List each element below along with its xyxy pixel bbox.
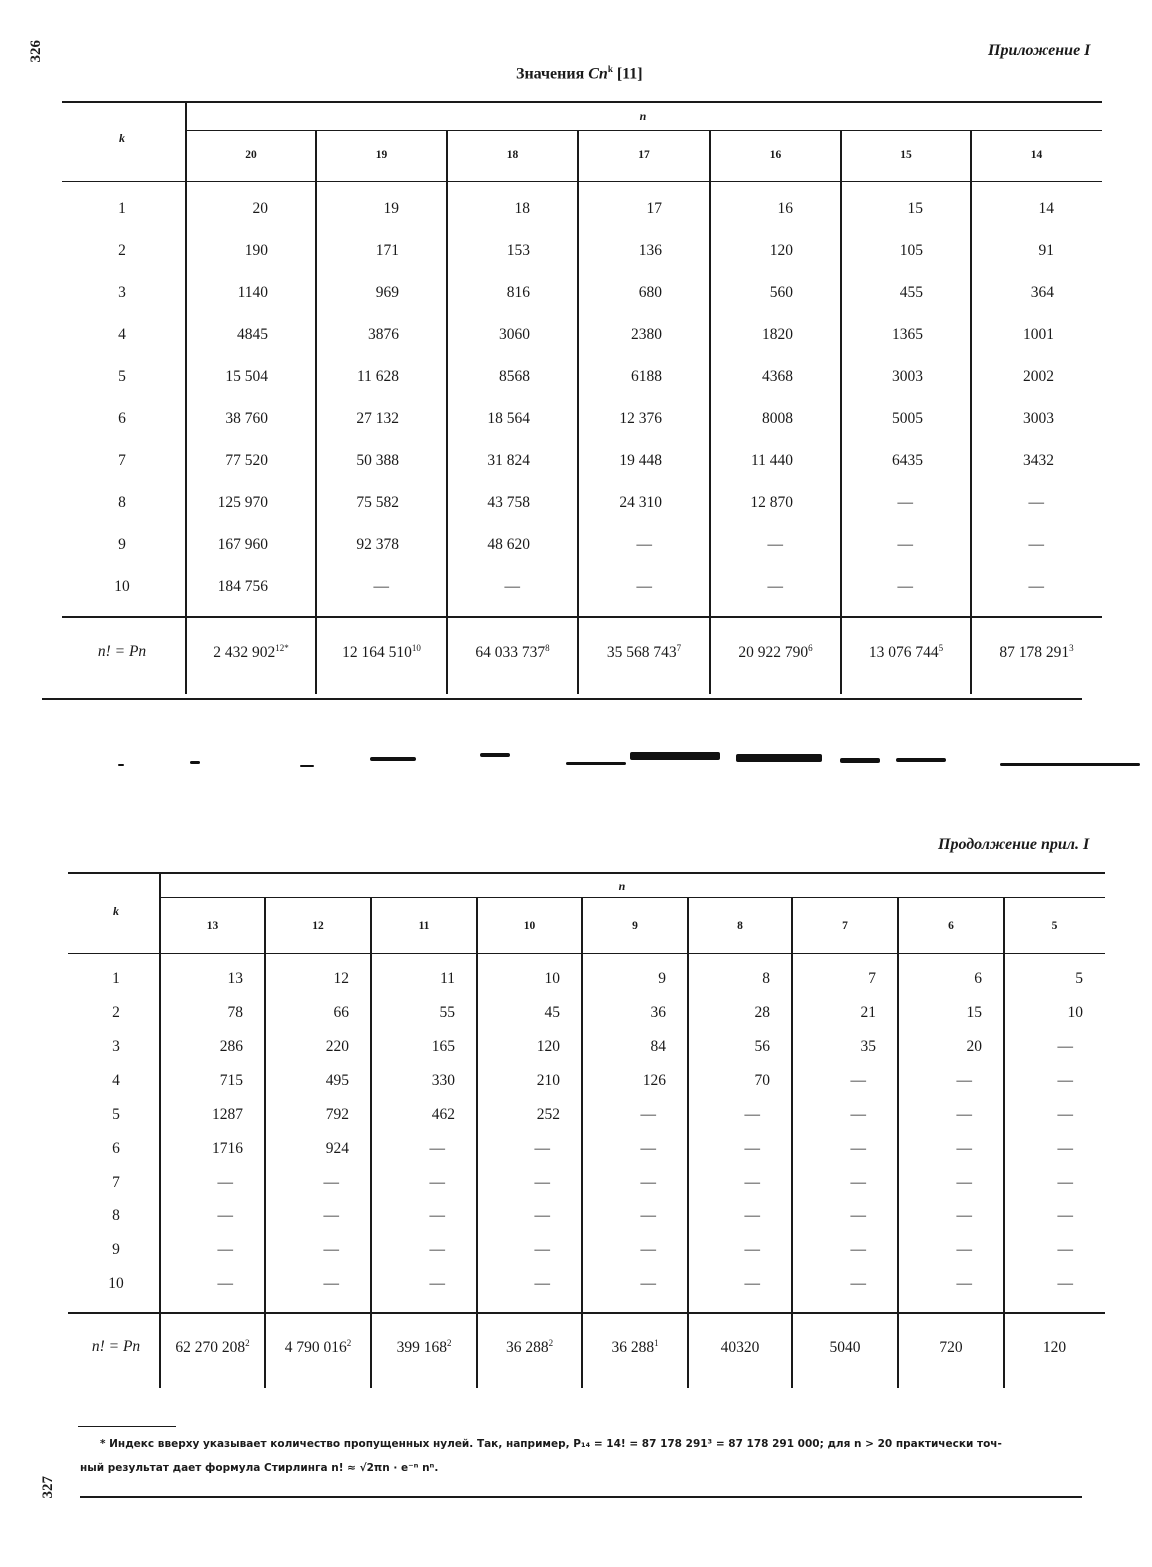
table1-cell: 2380: [631, 326, 662, 343]
table1-k-value: 4: [118, 326, 126, 343]
table2-k-value: 2: [112, 1004, 120, 1021]
table1-factorial-value: [447, 643, 578, 662]
table2-cell: —: [744, 1241, 760, 1258]
table2-cell: —: [1057, 1275, 1073, 1292]
table1-cell: 560: [769, 284, 793, 301]
table2-cell: —: [850, 1106, 866, 1123]
table1-cell: 91: [1038, 242, 1054, 259]
table2-cell: —: [850, 1072, 866, 1089]
table1-cell: 48 620: [487, 536, 530, 553]
table1-cell: 19 448: [619, 452, 662, 469]
table2-cell: 20: [966, 1038, 982, 1055]
table2-cell: 35: [860, 1038, 876, 1055]
table1-title-ref: [11]: [616, 65, 643, 83]
table2-cell: 792: [325, 1106, 349, 1123]
table1-column-header: 17: [638, 149, 650, 161]
table2-cell: 126: [642, 1072, 666, 1089]
table1-cell: 8568: [499, 368, 530, 385]
table1-cell: 105: [899, 242, 923, 259]
table2-k-value: 10: [108, 1275, 124, 1292]
table2-cell: —: [1057, 1072, 1073, 1089]
table2-cell: 10: [1067, 1004, 1083, 1021]
table2-cell: —: [744, 1140, 760, 1157]
table2-factorial-value: [265, 1338, 371, 1357]
table2-k-value: 4: [112, 1072, 120, 1089]
table1-k-value: 8: [118, 494, 126, 511]
table1-cell: 1365: [892, 326, 923, 343]
table2-factorial-base: 120: [1042, 1339, 1067, 1357]
table2-cell: —: [429, 1174, 445, 1191]
table2-cell: —: [217, 1241, 233, 1258]
table2-cell: —: [744, 1207, 760, 1224]
table1-k-label: k: [119, 131, 125, 145]
table1-cell: 3003: [892, 368, 923, 385]
table2-cell: —: [640, 1106, 656, 1123]
table2-cell: —: [534, 1174, 550, 1191]
table2-cell: —: [429, 1241, 445, 1258]
table1-factorial-base: 13 076 744: [868, 644, 939, 662]
table1-cell: 6435: [892, 452, 923, 469]
table1-factorial-base: 64 033 737: [475, 644, 546, 662]
table2-cell: —: [323, 1241, 339, 1258]
table2-column-header: 11: [418, 920, 430, 932]
table1-column-header: 14: [1030, 149, 1043, 161]
table2-factorial-value: [477, 1338, 582, 1357]
table1-column-header: 16: [769, 149, 782, 161]
table2-factorial-value: [1004, 1338, 1105, 1357]
table2-cell: 66: [333, 1004, 349, 1021]
table1-cell: 969: [375, 284, 399, 301]
table1-rule: [186, 130, 1102, 131]
table1-cell: 77 520: [225, 452, 268, 469]
table1-cell: —: [636, 578, 652, 595]
table1-cell: 167 960: [217, 536, 268, 553]
table1-cell: 1140: [237, 284, 268, 301]
footnote-line-2: ный результат дает формула Стирлинга n! ≈ √2πn · e⁻ⁿ nⁿ.: [80, 1462, 439, 1474]
table1-cell: 3876: [368, 326, 399, 343]
table1-factorial-value: [710, 643, 841, 662]
table1-cell: —: [767, 578, 783, 595]
table2-cell: 330: [431, 1072, 455, 1089]
table2-column-header: 7: [842, 920, 848, 932]
table1-factorial-base: 2 432 902: [213, 644, 276, 662]
table1-cell: 43 758: [487, 494, 530, 511]
table2-cell: —: [956, 1241, 972, 1258]
table2-factorial-value: [582, 1338, 688, 1357]
table1-k-value: 5: [118, 368, 126, 385]
table2-cell: —: [956, 1174, 972, 1191]
table1-cell: 27 132: [356, 410, 399, 427]
table2-cell: —: [323, 1207, 339, 1224]
table2-cell: 220: [325, 1038, 349, 1055]
table2-cell: —: [534, 1241, 550, 1258]
table1-factorial-exponent: 3: [1069, 643, 1074, 653]
table2-cell: 165: [431, 1038, 455, 1055]
table1-cell: 680: [638, 284, 662, 301]
table1-cell: 31 824: [487, 452, 530, 469]
table1-cell: 455: [899, 284, 923, 301]
table2-cell: 1287: [212, 1106, 243, 1123]
table1-k-value: 7: [118, 452, 126, 469]
table1-cell: 6188: [631, 368, 662, 385]
table2-column-header: 13: [206, 920, 219, 932]
table1-cell: —: [636, 536, 652, 553]
table2-factorial-exponent: 2: [548, 1338, 554, 1348]
table1-cell: 75 582: [356, 494, 399, 511]
table2-k-label: k: [113, 904, 119, 918]
table1-cell: —: [504, 578, 520, 595]
table2-cell: —: [956, 1207, 972, 1224]
table2-cell: —: [744, 1275, 760, 1292]
table2-factorial-base: 399 168: [396, 1339, 447, 1357]
table2-cell: —: [640, 1275, 656, 1292]
table1-k-value: 2: [118, 242, 126, 259]
table2-cell: 7: [868, 970, 876, 987]
table2-cell: 252: [536, 1106, 560, 1123]
table2-rule: [68, 1312, 1105, 1314]
table2-factorial-exponent: 2: [245, 1338, 250, 1348]
table2-cell: 70: [754, 1072, 770, 1089]
table1-factorial-exponent: 5: [938, 643, 944, 653]
table1-cell: 1001: [1023, 326, 1054, 343]
table2-column-divider: [159, 872, 161, 1388]
table2-cell: 56: [754, 1038, 770, 1055]
table2-cell: —: [1057, 1038, 1073, 1055]
table1-cell: —: [1028, 578, 1044, 595]
table2-k-value: 9: [112, 1241, 120, 1258]
table2-column-header: 8: [737, 920, 743, 932]
table2-cell: 462: [431, 1106, 455, 1123]
table2-factorial-exponent: 2: [346, 1338, 352, 1348]
table1-cell: 125 970: [217, 494, 268, 511]
table1-cell: 153: [506, 242, 530, 259]
table2-cell: 8: [762, 970, 770, 987]
table2-factorial-value: [160, 1338, 265, 1357]
table2-cell: 210: [536, 1072, 560, 1089]
table2-column-header: 5: [1051, 920, 1058, 932]
table2-factorial-value: [792, 1338, 898, 1357]
table1-cell: 17: [646, 200, 662, 217]
table1-cell: 18: [514, 200, 530, 217]
table2-rule: [68, 953, 1105, 954]
table1-cell: 12 870: [750, 494, 793, 511]
table1-factorial-exponent: 7: [676, 643, 682, 653]
table1-factorial-base: 20 922 790: [738, 644, 809, 662]
table2-column-header: 12: [312, 920, 324, 932]
table1-cell: 19: [383, 200, 399, 217]
table1-cell: 816: [506, 284, 530, 301]
page-number-bottom: 327: [40, 1476, 56, 1499]
table2-cell: —: [323, 1275, 339, 1292]
table1-k-value: 9: [118, 536, 126, 553]
table2-cell: —: [640, 1140, 656, 1157]
table1-cell: 2002: [1023, 368, 1054, 385]
table1-title: [516, 64, 643, 83]
table2-cell: —: [850, 1207, 866, 1224]
table2-cell: 924: [325, 1140, 349, 1157]
continuation-heading: Продолжение прил. I: [938, 836, 1090, 853]
table2-cell: —: [956, 1072, 972, 1089]
table1-rule: [42, 698, 1082, 700]
table1-rule: [62, 101, 1102, 103]
table1-cell: 12 376: [619, 410, 662, 427]
table2-factorial-base: 36 288: [505, 1339, 549, 1357]
table2-cell: 28: [754, 1004, 770, 1021]
table2-cell: —: [850, 1174, 866, 1191]
table1-factorial-value: [971, 643, 1102, 662]
table1-factorial-value: [841, 643, 971, 662]
table2-cell: 10: [544, 970, 560, 987]
table2-cell: —: [640, 1241, 656, 1258]
table2-cell: —: [956, 1106, 972, 1123]
table2-cell: 5: [1075, 970, 1083, 987]
table1-factorial-base: 87 178 291: [999, 644, 1070, 662]
table1-title-sup: k: [607, 64, 613, 74]
table2-cell: —: [429, 1275, 445, 1292]
table2-cell: 12: [333, 970, 349, 987]
table1-factorial-base: 12 164 510: [342, 644, 412, 662]
table2-n-label: n: [618, 879, 626, 893]
footnote-line-1: * Индекс вверху указывает количество пропущенных нулей. Так, например, P₁₄ = 14! = 87 178 291³ = 87 178 291 000; для n > 20 практически точ-: [100, 1438, 1002, 1450]
table2-cell: 36: [650, 1004, 666, 1021]
table2-factorial-value: [898, 1338, 1004, 1357]
table2-cell: —: [429, 1207, 445, 1224]
table1-cell: —: [767, 536, 783, 553]
footnote-rule: [78, 1426, 176, 1427]
table1-cell: 15: [907, 200, 923, 217]
table1-k-value: 10: [114, 578, 130, 595]
table2-cell: —: [850, 1241, 866, 1258]
table2-cell: —: [534, 1275, 550, 1292]
table2-factorial-base: 62 270 208: [175, 1339, 246, 1357]
table2-factorial-base: 5040: [829, 1339, 861, 1357]
table2-cell: 495: [325, 1072, 349, 1089]
table1-factorial-exponent: 6: [808, 643, 813, 653]
table2-k-value: 5: [112, 1106, 120, 1123]
table1-cell: 136: [638, 242, 662, 259]
table2-factorial-value: [688, 1338, 792, 1357]
table2-cell: 13: [227, 970, 243, 987]
table1-title-symbol: Cn: [588, 65, 608, 83]
table1-column-divider: [185, 101, 187, 694]
table1-factorial-value: [578, 643, 710, 662]
table1-title-text: Значения: [516, 65, 585, 83]
table2-column-header: 10: [523, 920, 536, 932]
table2-cell: —: [1057, 1207, 1073, 1224]
table1-cell: 14: [1038, 200, 1054, 217]
table1-cell: —: [897, 536, 913, 553]
table1-rule: [62, 616, 1102, 618]
table1-cell: —: [373, 578, 389, 595]
table2-factorial-base: 720: [939, 1339, 963, 1357]
table2-cell: —: [640, 1207, 656, 1224]
table1-cell: 4845: [237, 326, 268, 343]
table1-cell: 16: [777, 200, 793, 217]
table2-cell: 9: [658, 970, 666, 987]
table2-factorial-base: 40320: [720, 1339, 760, 1357]
table1-factorial-exponent: 8: [545, 643, 550, 653]
table2-cell: —: [744, 1106, 760, 1123]
table2-cell: —: [534, 1207, 550, 1224]
table2-cell: 6: [974, 970, 982, 987]
table1-cell: 4368: [762, 368, 793, 385]
table2-cell: 55: [439, 1004, 455, 1021]
table1-cell: 20: [252, 200, 268, 217]
table1-cell: 364: [1030, 284, 1054, 301]
table2-cell: —: [217, 1174, 233, 1191]
table2-cell: 21: [860, 1004, 876, 1021]
table2-k-value: 7: [112, 1174, 120, 1191]
table2-column-header: 6: [948, 920, 954, 932]
table1-factorial-value: [186, 643, 316, 662]
table2-cell: —: [1057, 1140, 1073, 1157]
table2-factorial-base: 4 790 016: [284, 1339, 347, 1357]
table1-k-value: 3: [118, 284, 126, 301]
table1-cell: 11 440: [750, 452, 793, 469]
table1-cell: —: [897, 578, 913, 595]
table1-cell: 8008: [762, 410, 793, 427]
table1-factorial-exponent: 10: [411, 643, 421, 653]
table1-cell: 1820: [762, 326, 793, 343]
table1-cell: 184 756: [217, 578, 268, 595]
table2-cell: —: [1057, 1241, 1073, 1258]
table1-cell: 5005: [892, 410, 923, 427]
table2-cell: 11: [440, 970, 455, 987]
table1-rule: [62, 181, 1102, 182]
table1-cell: 171: [375, 242, 399, 259]
table2-cell: 286: [219, 1038, 243, 1055]
table1-cell: 3060: [499, 326, 530, 343]
table2-factorial-base: 36 288: [611, 1339, 655, 1357]
table1-cell: 3432: [1023, 452, 1054, 469]
table1-cell: 24 310: [619, 494, 662, 511]
table1-column-header: 18: [506, 149, 519, 161]
table2-factorial-label: n! = Pn: [91, 1338, 141, 1355]
table2-cell: 78: [227, 1004, 243, 1021]
table1-factorial-label: n! = Pn: [97, 643, 147, 660]
table2-rule: [68, 872, 1105, 874]
table2-cell: —: [744, 1174, 760, 1191]
table2-cell: 15: [966, 1004, 982, 1021]
table1-column-header: 20: [245, 149, 257, 161]
table1-cell: —: [897, 494, 913, 511]
table1-cell: 3003: [1023, 410, 1054, 427]
table2-cell: 715: [219, 1072, 243, 1089]
table1-cell: 11 628: [356, 368, 399, 385]
table2-cell: —: [217, 1207, 233, 1224]
table2-cell: 120: [536, 1038, 560, 1055]
table1-factorial-value: [316, 643, 447, 662]
appendix-heading: Приложение I: [988, 42, 1091, 59]
table1-n-label: n: [639, 109, 647, 123]
table2-k-value: 3: [112, 1038, 120, 1055]
table1-factorial-exponent: 12*: [275, 643, 289, 653]
table2-factorial-exponent: 2: [446, 1338, 452, 1348]
table2-cell: —: [850, 1275, 866, 1292]
page-number-top: 326: [28, 40, 44, 63]
table2-cell: —: [217, 1275, 233, 1292]
table2-k-value: 1: [112, 970, 120, 987]
table2-cell: —: [1057, 1106, 1073, 1123]
table2-cell: —: [323, 1174, 339, 1191]
table1-cell: 38 760: [225, 410, 268, 427]
table1-cell: 120: [769, 242, 793, 259]
table1-cell: 50 388: [356, 452, 399, 469]
table2-k-value: 8: [112, 1207, 120, 1224]
table2-cell: —: [850, 1140, 866, 1157]
table2-cell: 1716: [212, 1140, 243, 1157]
table1-column-header: 19: [375, 149, 388, 161]
table1-cell: —: [1028, 536, 1044, 553]
table1-column-header: 15: [900, 149, 912, 161]
table1-cell: 92 378: [356, 536, 399, 553]
table1-k-value: 6: [118, 410, 126, 427]
table1-cell: 18 564: [487, 410, 530, 427]
table1-k-value: 1: [118, 200, 126, 217]
table2-column-header: 9: [632, 920, 638, 932]
table1-cell: 190: [244, 242, 268, 259]
table1-factorial-base: 35 568 743: [606, 644, 677, 662]
table2-cell: 45: [544, 1004, 560, 1021]
table2-cell: —: [640, 1174, 656, 1191]
table2-cell: —: [429, 1140, 445, 1157]
table2-cell: —: [956, 1140, 972, 1157]
table1-cell: 15 504: [225, 368, 268, 385]
table2-cell: 84: [650, 1038, 666, 1055]
table2-cell: —: [534, 1140, 550, 1157]
table2-factorial-exponent: 1: [654, 1338, 659, 1348]
table2-rule: [160, 897, 1105, 898]
table2-cell: —: [1057, 1174, 1073, 1191]
table1-cell: —: [1028, 494, 1044, 511]
table2-factorial-value: [371, 1338, 477, 1357]
table2-k-value: 6: [112, 1140, 120, 1157]
page-bottom-rule: [80, 1496, 1082, 1498]
table2-cell: —: [956, 1275, 972, 1292]
